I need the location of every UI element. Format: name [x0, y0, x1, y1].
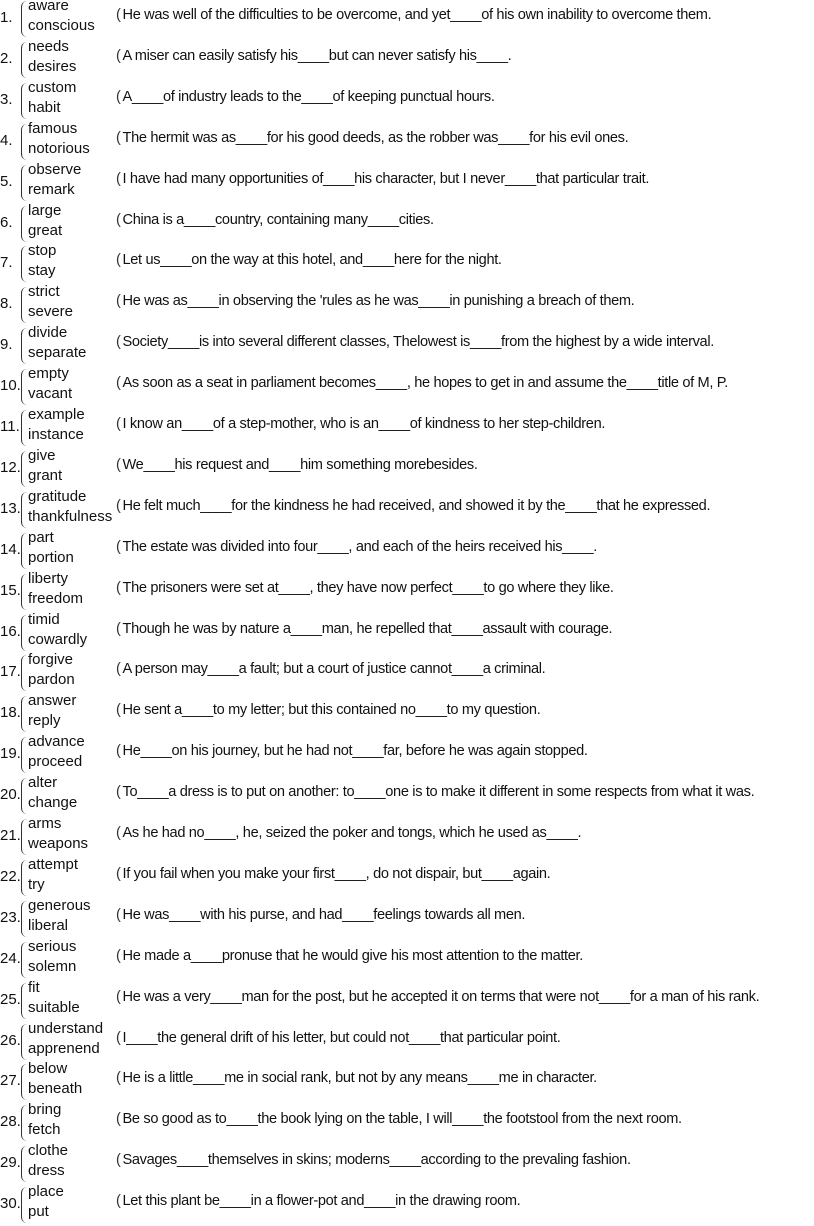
item-number: 1. — [0, 9, 13, 26]
word-option-2: apprenend — [28, 1039, 100, 1057]
brace-icon — [21, 1, 28, 37]
sentence: ( He was a very____man for the post, but he accepted it on terms that were not____for a man of his rank. — [116, 989, 759, 1005]
exercise-item — [0, 1102, 814, 1143]
item-number: 26. — [0, 1031, 21, 1049]
sentence: ( If you fail when you make your first____, do not dispair, but____again. — [116, 866, 550, 882]
item-number: 30. — [0, 1195, 21, 1213]
exercise-item — [0, 489, 814, 530]
item-number: 20. — [0, 786, 21, 804]
item-number: 28. — [0, 1113, 21, 1131]
exercise-item — [0, 448, 814, 489]
item-number: 2. — [0, 49, 13, 67]
word-option-2: put — [28, 1203, 49, 1221]
exercise-item — [0, 775, 814, 816]
word-option-1: needs — [28, 37, 69, 55]
sentence: ( A miser can easily satisfy his____but can never satisfy his____. — [116, 48, 511, 64]
exercise-item — [0, 366, 814, 407]
exercise-item — [0, 243, 814, 284]
item-number: 10. — [0, 377, 21, 395]
sentence: ( He is a little____me in social rank, but not by any means____me in character. — [116, 1070, 597, 1086]
brace-icon — [21, 819, 28, 855]
sentence: ( The prisoners were set at____, they have now perfect____to go where they like. — [116, 580, 614, 596]
sentence: ( China is a____country, containing many____cities. — [116, 212, 434, 228]
word-option-2: vacant — [28, 385, 73, 403]
item-number: 13. — [0, 499, 21, 517]
word-option-1: place — [28, 1183, 64, 1201]
word-option-2: stay — [28, 262, 56, 280]
word-option-2: suitable — [28, 998, 80, 1016]
word-option-2: freedom — [28, 589, 84, 607]
exercise-item — [0, 325, 814, 366]
exercise-item — [0, 816, 814, 857]
item-number: 11. — [0, 418, 20, 435]
item-number: 22. — [0, 867, 21, 885]
item-number: 4. — [0, 131, 13, 149]
exercise-item — [0, 530, 814, 571]
word-option-1: advance — [28, 733, 85, 751]
word-option-1: bring — [28, 1101, 62, 1119]
word-option-1: empty — [28, 365, 69, 383]
word-option-2: dress — [28, 1162, 65, 1180]
item-number: 3. — [0, 90, 13, 108]
word-option-1: famous — [28, 119, 78, 137]
word-option-2: notorious — [28, 139, 90, 157]
word-option-1: forgive — [28, 651, 74, 669]
word-option-1: clothe — [28, 1142, 69, 1160]
word-option-1: part — [28, 528, 54, 546]
brace-icon — [21, 124, 28, 160]
word-option-2: severe — [28, 303, 74, 321]
sentence: ( Let us____on the way at this hotel, and____here for the night. — [116, 252, 502, 268]
sentence: ( He felt much____for the kindness he had received, and showed it by the____that he expressed. — [116, 498, 710, 514]
sentence: ( Though he was by nature a____man, he repelled that____assault with courage. — [116, 621, 612, 637]
word-option-1: divide — [28, 324, 68, 342]
brace-icon — [21, 655, 28, 691]
word-option-2: pardon — [28, 671, 75, 689]
exercise-item — [0, 734, 814, 775]
sentence: ( As soon as a seat in parliament becomes____, he hopes to get in and assume the____title of M, P. — [116, 375, 728, 391]
brace-icon — [21, 615, 28, 651]
exercise-item — [0, 0, 814, 39]
word-option-1: custom — [28, 78, 77, 96]
item-number: 8. — [0, 295, 13, 313]
exercise-item — [0, 652, 814, 693]
word-option-1: give — [28, 446, 56, 464]
word-option-2: reply — [28, 712, 61, 730]
item-number: 17. — [0, 663, 21, 681]
word-option-2: separate — [28, 344, 87, 362]
item-number: 19. — [0, 745, 21, 763]
exercise-item — [0, 39, 814, 80]
word-option-2: great — [28, 221, 63, 239]
item-number: 27. — [0, 1072, 21, 1090]
exercise-item — [0, 571, 814, 612]
brace-icon — [21, 942, 28, 978]
brace-icon — [21, 451, 28, 487]
brace-icon — [21, 165, 28, 201]
word-option-1: alter — [28, 774, 58, 792]
exercise-item — [0, 80, 814, 121]
sentence: ( The hermit was as____for his good deeds, as the robber was____for his evil ones. — [116, 130, 628, 146]
sentence: ( He was____with his purse, and had____feelings towards all men. — [116, 907, 525, 923]
exercise-item — [0, 407, 814, 448]
word-option-1: liberty — [28, 569, 69, 587]
sentence: ( Let this plant be____in a flower-pot and____in the drawing room. — [116, 1193, 520, 1209]
exercise-item — [0, 693, 814, 734]
item-number: 7. — [0, 254, 13, 272]
sentence: ( He was as____in observing the 'rules as he was____in punishing a breach of them. — [116, 293, 634, 309]
word-option-2: beneath — [28, 1080, 83, 1098]
word-option-1: observe — [28, 160, 82, 178]
word-option-1: understand — [28, 1019, 104, 1037]
word-option-1: attempt — [28, 855, 79, 873]
word-option-1: generous — [28, 896, 91, 914]
word-option-2: grant — [28, 466, 63, 484]
word-option-1: aware — [28, 0, 69, 14]
exercise-item — [0, 1061, 814, 1102]
word-option-2: conscious — [28, 17, 95, 34]
item-number: 23. — [0, 908, 21, 926]
brace-icon — [21, 860, 28, 896]
sentence: ( He____on his journey, but he had not____far, before he was again stopped. — [116, 743, 588, 759]
word-option-2: try — [28, 875, 45, 893]
item-number: 29. — [0, 1154, 21, 1172]
exercise-item — [0, 121, 814, 162]
word-option-1: timid — [28, 610, 60, 628]
item-number: 25. — [0, 990, 21, 1008]
brace-icon — [21, 328, 28, 364]
sentence: ( A person may____a fault; but a court of justice cannot____a criminal. — [116, 661, 545, 677]
word-option-1: gratitude — [28, 487, 87, 505]
brace-icon — [21, 778, 28, 814]
sentence: ( He sent a____to my letter; but this contained no____to my question. — [116, 702, 540, 718]
brace-icon — [21, 1024, 28, 1060]
brace-icon — [21, 1187, 28, 1223]
word-option-1: arms — [28, 815, 62, 832]
word-option-1: example — [28, 406, 85, 423]
sentence: ( Society____is into several different classes, Thelowest is____from the highest by a wide interval. — [116, 334, 714, 350]
brace-icon — [21, 83, 28, 119]
word-option-1: below — [28, 1060, 68, 1078]
brace-icon — [21, 533, 28, 569]
item-number: 6. — [0, 213, 13, 231]
item-number: 18. — [0, 704, 21, 722]
word-option-2: portion — [28, 548, 74, 566]
brace-icon — [21, 206, 28, 242]
word-option-1: serious — [28, 937, 77, 955]
sentence: ( He made a____pronuse that he would give his most attention to the matter. — [116, 948, 583, 964]
sentence: ( To____a dress is to put on another: to____one is to make it different in some respects from what it was. — [116, 784, 754, 800]
item-number: 24. — [0, 949, 21, 967]
sentence: ( A____of industry leads to the____of keeping punctual hours. — [116, 89, 495, 105]
exercise-item — [0, 203, 814, 244]
exercise-item — [0, 1021, 814, 1062]
word-option-1: fit — [28, 978, 40, 996]
sentence: ( Savages____themselves in skins; moderns____according to the prevaling fashion. — [116, 1152, 631, 1168]
sentence: ( I have had many opportunities of____his character, but I never____that particular trait. — [116, 171, 649, 187]
brace-icon — [21, 1146, 28, 1182]
exercise-item — [0, 284, 814, 325]
word-option-1: large — [28, 201, 62, 219]
exercise-item — [0, 1143, 814, 1184]
brace-icon — [21, 287, 28, 323]
brace-icon — [21, 737, 28, 773]
word-option-2: change — [28, 794, 78, 812]
word-option-2: weapons — [28, 835, 89, 852]
exercise-item — [0, 612, 814, 653]
brace-icon — [21, 696, 28, 732]
word-option-2: remark — [28, 180, 75, 198]
item-number: 14. — [0, 540, 21, 558]
sentence: ( He was well of the difficulties to be overcome, and yet____of his own inability to overcome them. — [116, 7, 711, 23]
brace-icon — [21, 492, 28, 528]
sentence: ( I know an____of a step-mother, who is an____of kindness to her step-children. — [116, 416, 605, 432]
sentence: ( We____his request and____him something morebesides. — [116, 457, 478, 473]
brace-icon — [21, 42, 28, 78]
brace-icon — [21, 574, 28, 610]
item-number: 9. — [0, 336, 13, 354]
word-option-2: proceed — [28, 753, 83, 771]
item-number: 16. — [0, 622, 21, 640]
exercise-item — [0, 1184, 814, 1225]
brace-icon — [21, 410, 28, 446]
sentence: ( As he had no____, he, seized the poker and tongs, which he used as____. — [116, 825, 581, 841]
word-option-1: stop — [28, 242, 57, 260]
word-option-1: strict — [28, 283, 60, 301]
brace-icon — [21, 901, 28, 937]
item-number: 21. — [0, 827, 21, 844]
word-option-2: instance — [28, 426, 84, 443]
word-option-2: solemn — [28, 957, 77, 975]
word-option-2: desires — [28, 57, 77, 75]
sentence: ( Be so good as to____the book lying on the table, I will____the footstool from the next room. — [116, 1111, 682, 1127]
exercise-item — [0, 898, 814, 939]
exercise-item — [0, 980, 814, 1021]
word-option-2: cowardly — [28, 630, 88, 648]
brace-icon — [21, 369, 28, 405]
sentence: ( The estate was divided into four____, and each of the heirs received his____. — [116, 539, 597, 555]
exercise-item — [0, 162, 814, 203]
brace-icon — [21, 246, 28, 282]
brace-icon — [21, 1064, 28, 1100]
item-number: 12. — [0, 458, 21, 476]
sentence: ( I____the general drift of his letter, but could not____that particular point. — [116, 1030, 560, 1046]
item-number: 5. — [0, 172, 13, 190]
exercise-item — [0, 857, 814, 898]
item-number: 15. — [0, 581, 21, 599]
exercise-item — [0, 939, 814, 980]
word-option-2: thankfulness — [28, 507, 113, 525]
word-option-2: liberal — [28, 916, 69, 934]
word-option-1: answer — [28, 692, 77, 710]
word-option-2: habit — [28, 98, 61, 116]
word-option-2: fetch — [28, 1121, 61, 1139]
brace-icon — [21, 1105, 28, 1141]
brace-icon — [21, 983, 28, 1019]
